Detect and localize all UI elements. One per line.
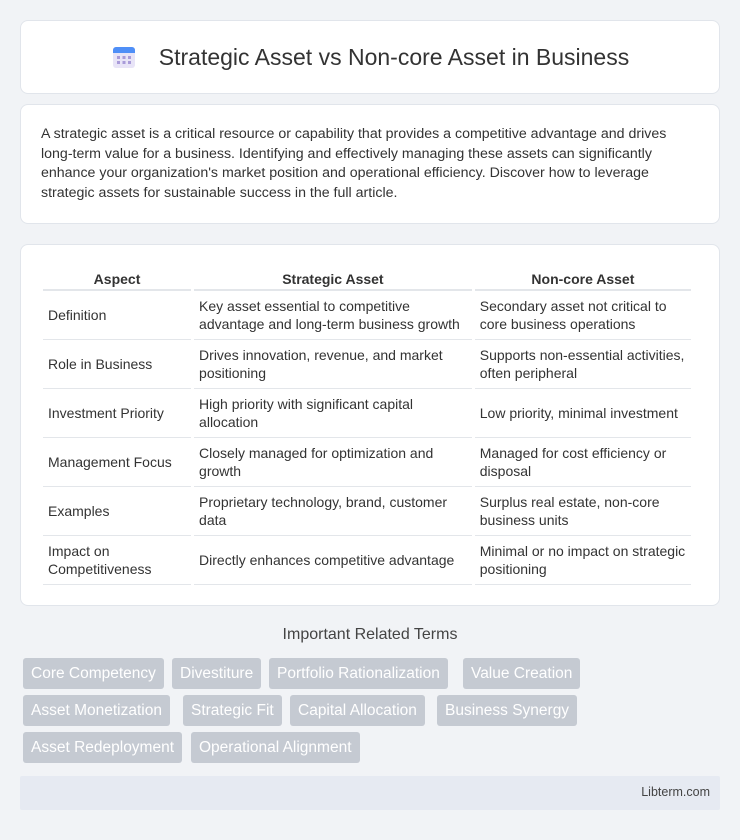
tag-capital-allocation[interactable]: Capital Allocation (290, 695, 425, 726)
tag-asset-monetization[interactable]: Asset Monetization (23, 695, 170, 726)
comparison-card (20, 244, 720, 606)
tag-asset-redeployment[interactable]: Asset Redeployment (23, 732, 182, 763)
tag-divestiture[interactable]: Divestiture (172, 658, 261, 689)
table-row (43, 536, 691, 585)
table-row (43, 389, 691, 438)
row-strategic: Closely managed for optimization and growth (194, 438, 472, 487)
tag-value-creation[interactable]: Value Creation (463, 658, 580, 689)
row-aspect: Impact on Competitiveness (43, 536, 191, 585)
intro-card (20, 104, 720, 224)
row-strategic: High priority with significant capital allocation (194, 389, 472, 438)
comparison-table (40, 265, 694, 585)
table-row (43, 438, 691, 487)
row-aspect: Definition (43, 291, 191, 340)
related-terms-title: Important Related Terms (282, 626, 458, 643)
row-non-core: Surplus real estate, non-core business units (475, 487, 691, 536)
row-non-core: Managed for cost efficiency or disposal (475, 438, 691, 487)
tag-business-synergy[interactable]: Business Synergy (437, 695, 577, 726)
tag-strategic-fit[interactable]: Strategic Fit (183, 695, 282, 726)
header-strategic-asset: Strategic Asset (194, 265, 472, 291)
row-non-core: Low priority, minimal investment (475, 389, 691, 438)
row-aspect: Role in Business (43, 340, 191, 389)
footer-site-link[interactable]: Libterm.com (641, 785, 710, 799)
footer (20, 776, 720, 810)
calendar-icon (111, 44, 137, 70)
table-header-row (43, 265, 691, 291)
table-row (43, 487, 691, 536)
row-strategic: Proprietary technology, brand, customer data (194, 487, 472, 536)
row-aspect: Management Focus (43, 438, 191, 487)
header-non-core-asset: Non-core Asset (475, 265, 691, 291)
row-non-core: Secondary asset not critical to core business operations (475, 291, 691, 340)
row-aspect: Investment Priority (43, 389, 191, 438)
page-title: Strategic Asset vs Non-core Asset in Business (158, 43, 630, 70)
row-aspect: Examples (43, 487, 191, 536)
table-row (43, 291, 691, 340)
header-aspect: Aspect (43, 265, 191, 291)
tag-operational-alignment[interactable]: Operational Alignment (191, 732, 360, 763)
title-card (20, 20, 720, 94)
row-strategic: Drives innovation, revenue, and market positioning (194, 340, 472, 389)
table-row (43, 340, 691, 389)
row-non-core: Supports non-essential activities, often peripheral (475, 340, 691, 389)
row-strategic: Key asset essential to competitive advantage and long-term business growth (194, 291, 472, 340)
tag-core-competency[interactable]: Core Competency (23, 658, 164, 689)
row-strategic: Directly enhances competitive advantage (194, 536, 472, 585)
tag-portfolio-rationalization[interactable]: Portfolio Rationalization (269, 658, 448, 689)
row-non-core: Minimal or no impact on strategic positioning (475, 536, 691, 585)
intro-text: A strategic asset is a critical resource or capability that provides a competitive advantage and drives long-term value for a business. Identifying and effectively managing these assets can significantly enhance your organization's market position and operational efficiency. Discover how to leverage strategic assets for sustainable success in the full article. (41, 126, 667, 201)
